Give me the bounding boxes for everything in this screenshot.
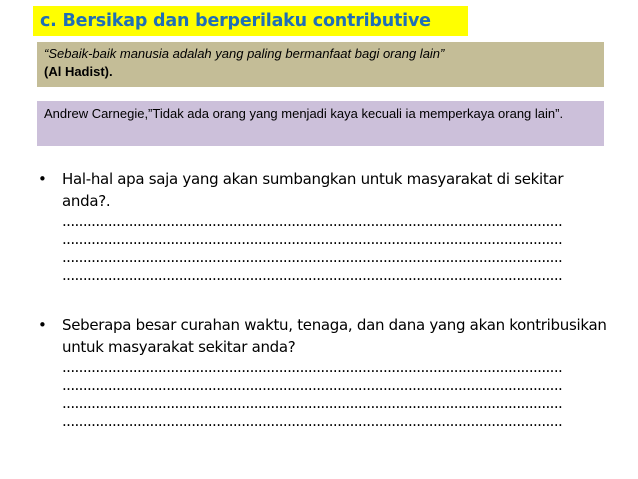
bullet-icon: • [38,316,47,334]
hadist-quote-source: (Al Hadist). [44,64,113,79]
bullet-icon: • [38,170,47,188]
answer-line: ........................................................................................................................ [62,230,563,248]
carnegie-quote-box [37,101,604,146]
answer-line: ........................................................................................................................ [62,412,563,430]
question-item [38,168,608,284]
answer-line: ........................................................................................................................ [62,358,563,376]
section-title-bar [33,6,468,36]
section-title: c. Bersikap dan berperilaku contributive [40,11,431,31]
answer-line: ........................................................................................................................ [62,376,563,394]
answer-line: ........................................................................................................................ [62,266,563,284]
question-item [38,314,608,430]
answer-line: ........................................................................................................................ [62,212,563,230]
question-text: Hal-hal apa saja yang akan sumbangkan untuk masyarakat di sekitar anda?. [62,170,564,210]
answer-line: ........................................................................................................................ [62,394,563,412]
carnegie-quote-text: Andrew Carnegie,”Tidak ada orang yang menjadi kaya kecuali ia memperkaya orang lain”. [44,106,564,121]
hadist-quote-box [37,42,604,87]
answer-line: ........................................................................................................................ [62,248,563,266]
hadist-quote-text: “Sebaik-baik manusia adalah yang paling bermanfaat bagi orang lain” [44,46,445,61]
question-text: Seberapa besar curahan waktu, tenaga, dan dana yang akan kontribusikan untuk masyarakat sekitar anda? [62,316,607,356]
